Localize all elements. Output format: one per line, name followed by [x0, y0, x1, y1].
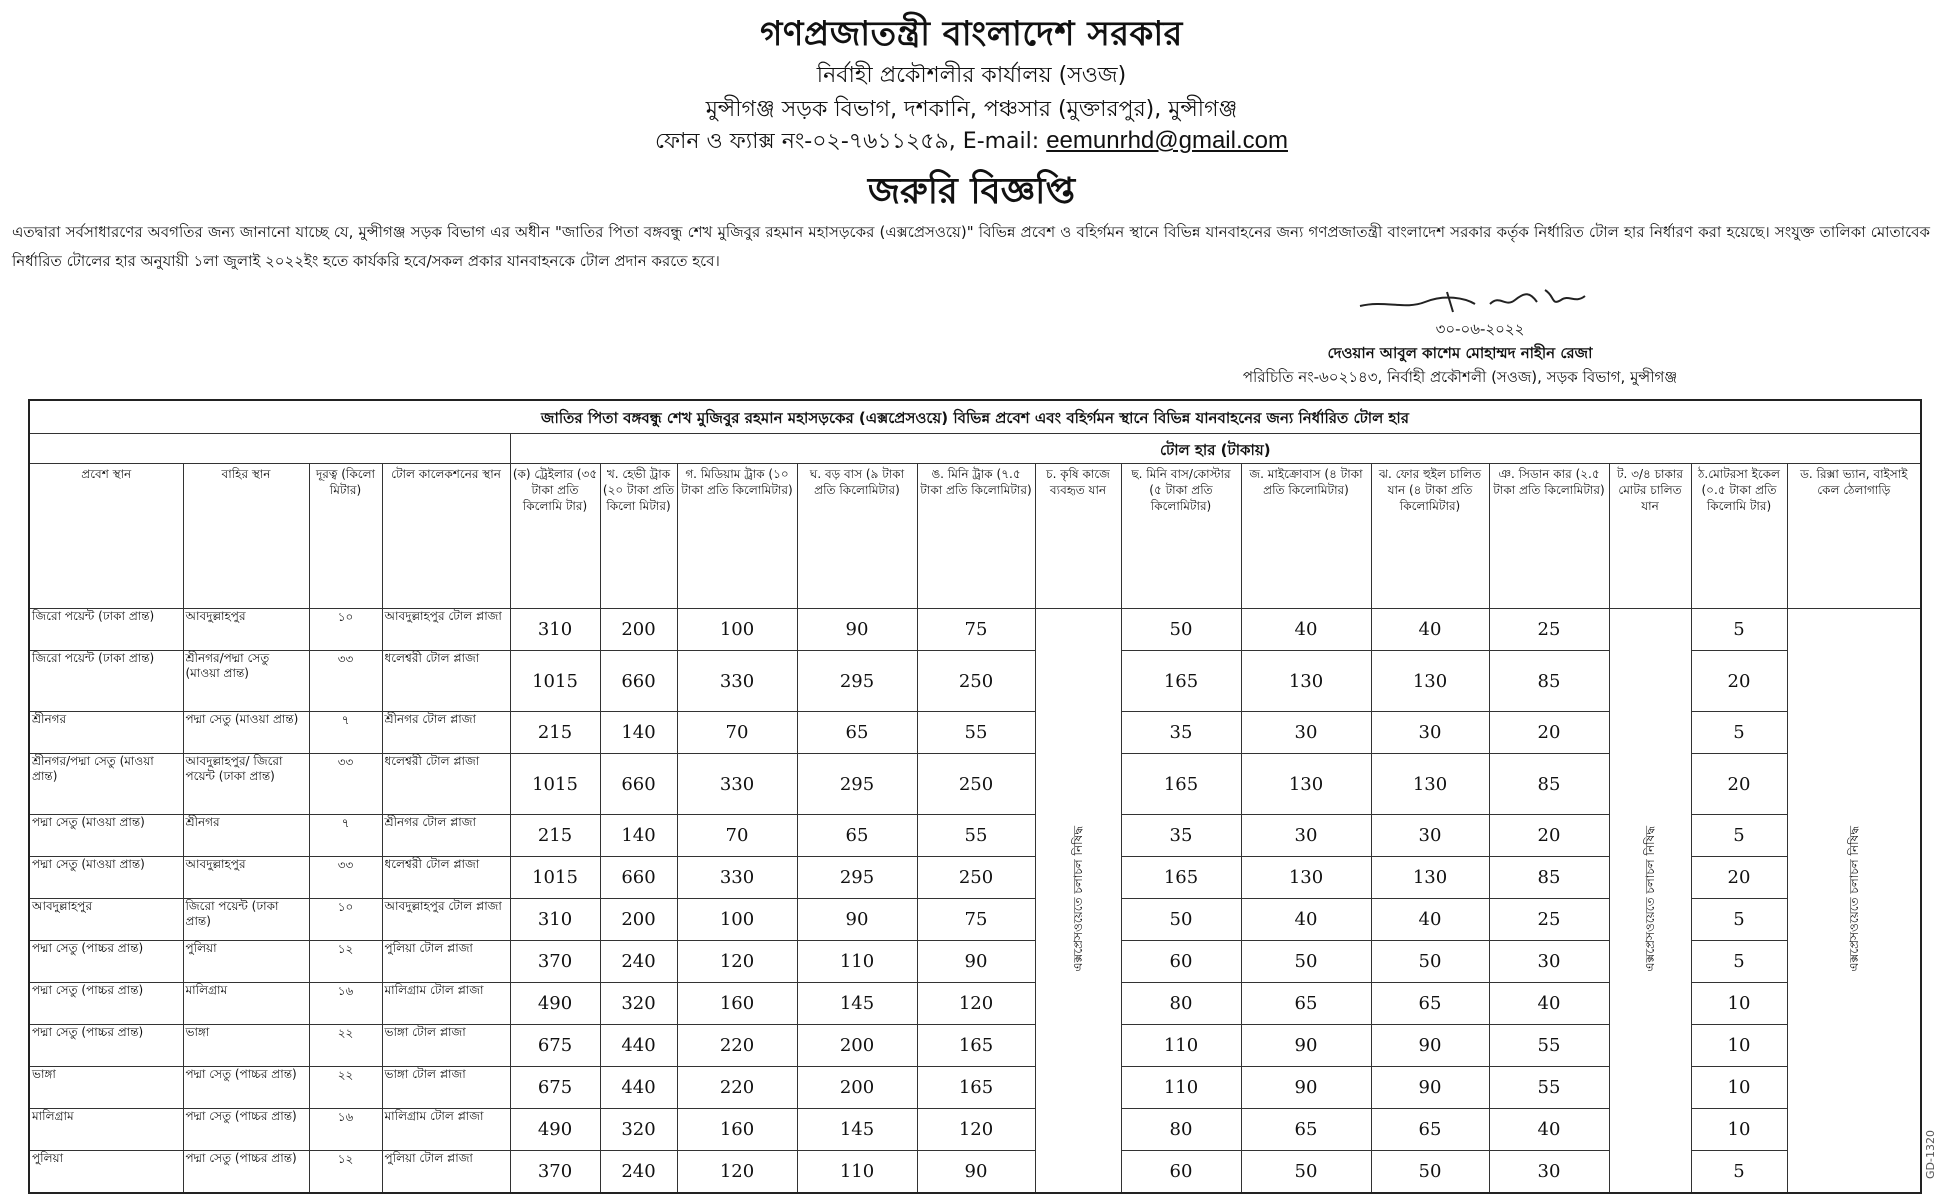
- entry-cell: পদ্মা সেতু (মাওয়া প্রান্ত): [29, 857, 183, 899]
- toll-value-cell: 30: [1489, 941, 1609, 983]
- toll-value-cell: 90: [1241, 1025, 1371, 1067]
- toll-value-cell: 40: [1489, 1109, 1609, 1151]
- three-wheeler-header: ট. ৩/৪ চাকার মোটর চালিত যান: [1609, 464, 1691, 609]
- notice-body: এতদ্বারা সর্বসাধারণের অবগতির জন্য জানানো যাচ্ছে যে, মুন্সীগঞ্জ সড়ক বিভাগ এর অধীন "জাতির পিতা বঙ্গবন্ধু শেখ মুজিবুর রহমান মহাসড়কের (এক্সপ্রেসওয়ে)" বিভিন্ন প্রবেশ ও বহির্গমন স্থানে বিভিন্ন যানবাহনের জন্য গণপ্রজাতন্ত্রী বাংলাদেশ সরকার কর্তৃক নির্ধারিত টোল হার নির্ধারণ করা হয়েছে। সংযুক্ত তালিকা মোতাবেক নির্ধারিত টোলের হার অনুযায়ী ১লা জুলাই ২০২২ইং হতে কার্যকরি হবে/সকল প্রকার যানবাহনকে টোল প্রদান করতে হবে।: [12, 223, 1930, 270]
- toll-value-cell: 70: [677, 712, 797, 754]
- toll-value-cell: 660: [600, 754, 677, 815]
- toll-value-cell: 30: [1371, 712, 1489, 754]
- toll-rate-table: [28, 399, 1922, 1194]
- exit-cell: আবদুল্লাহপুর: [183, 609, 309, 651]
- distance-cell: ৩৩: [309, 651, 382, 712]
- toll-value-cell: 60: [1121, 941, 1241, 983]
- exit-cell: পুলিয়া: [183, 941, 309, 983]
- toll-value-cell: 130: [1241, 651, 1371, 712]
- toll-value-cell: 130: [1241, 857, 1371, 899]
- agri-vehicle-header: চ. কৃষি কাজে ব্যবহৃত যান: [1035, 464, 1121, 609]
- toll-value-cell: 330: [677, 754, 797, 815]
- toll-value-cell: 490: [510, 1109, 600, 1151]
- distance-cell: ১৬: [309, 983, 382, 1025]
- toll-value-cell: 50: [1241, 1151, 1371, 1193]
- toll-value-cell: 165: [917, 1025, 1035, 1067]
- toll-value-cell: 215: [510, 712, 600, 754]
- collection-point-cell: ভাঙ্গা টোল প্লাজা: [382, 1025, 510, 1067]
- toll-value-cell: 90: [1371, 1025, 1489, 1067]
- table-caption: জাতির পিতা বঙ্গবন্ধু শেখ মুজিবুর রহমান মহাসড়কের (এক্সপ্রেসওয়ে) বিভিন্ন প্রবেশ এবং বহির্গমন স্থানে বিভিন্ন যানবাহনের জন্য নির্ধারিত টোল হার: [29, 400, 1921, 434]
- exit-cell: মালিগ্রাম: [183, 983, 309, 1025]
- distance-cell: ৭: [309, 815, 382, 857]
- toll-value-cell: 50: [1371, 941, 1489, 983]
- toll-value-cell: 145: [797, 983, 917, 1025]
- toll-value-cell: 30: [1489, 1151, 1609, 1193]
- banned-text: এক্সপ্রেসওয়েতে চলাচল নিষিদ্ধ: [1846, 826, 1861, 972]
- toll-value-cell: 165: [1121, 651, 1241, 712]
- toll-value-cell: 75: [917, 609, 1035, 651]
- toll-value-cell: 660: [600, 857, 677, 899]
- toll-value-cell: 90: [1371, 1067, 1489, 1109]
- agri-vehicle-banned-cell: [1035, 609, 1121, 1194]
- blank-header-cell: [29, 434, 510, 464]
- sedan-header: ঞ. সিডান কার (২.৫ টাকা প্রতি কিলোমিটার): [1489, 464, 1609, 609]
- toll-value-cell: 100: [677, 899, 797, 941]
- banned-text: এক্সপ্রেসওয়েতে চলাচল নিষিদ্ধ: [1071, 826, 1085, 972]
- toll-value-cell: 220: [677, 1067, 797, 1109]
- collection-point-header: টোল কালেকশনের স্থান: [382, 464, 510, 609]
- distance-cell: ২২: [309, 1067, 382, 1109]
- distance-cell: ৩৩: [309, 754, 382, 815]
- minibus-header: ছ. মিনি বাস/কোস্টার (৫ টাকা প্রতি কিলোমিটার): [1121, 464, 1241, 609]
- entry-cell: পদ্মা সেতু (মাওয়া প্রান্ত): [29, 815, 183, 857]
- toll-value-cell: 55: [1489, 1025, 1609, 1067]
- medium-truck-header: গ. মিডিয়াম ট্রাক (১০ টাকা প্রতি কিলোমিটার): [677, 464, 797, 609]
- toll-value-cell: 55: [917, 712, 1035, 754]
- toll-value-cell: 120: [917, 983, 1035, 1025]
- distance-cell: ২২: [309, 1025, 382, 1067]
- toll-value-cell: 50: [1121, 899, 1241, 941]
- toll-value-cell: 1015: [510, 651, 600, 712]
- toll-value-cell: 250: [917, 857, 1035, 899]
- toll-value-cell: 130: [1241, 754, 1371, 815]
- toll-value-cell: 130: [1371, 754, 1489, 815]
- exit-cell: পদ্মা সেতু (পাচ্চর প্রান্ত): [183, 1109, 309, 1151]
- toll-value-cell: 130: [1371, 651, 1489, 712]
- contact-line: [0, 124, 1943, 161]
- toll-value-cell: 65: [1241, 983, 1371, 1025]
- toll-value-cell: 295: [797, 651, 917, 712]
- entry-cell: শ্রীনগর/পদ্মা সেতু (মাওয়া প্রান্ত): [29, 754, 183, 815]
- collection-point-cell: শ্রীনগর টোল প্লাজা: [382, 712, 510, 754]
- toll-value-cell: 40: [1371, 899, 1489, 941]
- email-link[interactable]: eemunrhd@gmail.com: [1046, 127, 1288, 154]
- toll-value-cell: 120: [677, 1151, 797, 1193]
- entry-header: প্রবেশ স্থান: [29, 464, 183, 609]
- toll-value-cell: 320: [600, 983, 677, 1025]
- toll-value-cell: 165: [917, 1067, 1035, 1109]
- toll-value-cell: 40: [1371, 609, 1489, 651]
- entry-cell: পুলিয়া: [29, 1151, 183, 1193]
- toll-value-cell: 440: [600, 1067, 677, 1109]
- entry-cell: ভাঙ্গা: [29, 1067, 183, 1109]
- toll-value-cell: 80: [1121, 1109, 1241, 1151]
- rickshaw-banned-cell: [1787, 609, 1921, 1194]
- toll-value-cell: 65: [797, 712, 917, 754]
- toll-value-cell: 10: [1691, 1067, 1787, 1109]
- exit-cell: পদ্মা সেতু (মাওয়া প্রান্ত): [183, 712, 309, 754]
- toll-value-cell: 160: [677, 983, 797, 1025]
- toll-value-cell: 40: [1241, 899, 1371, 941]
- toll-value-cell: 20: [1691, 857, 1787, 899]
- toll-value-cell: 200: [797, 1025, 917, 1067]
- toll-value-cell: 65: [1371, 983, 1489, 1025]
- toll-value-cell: 295: [797, 857, 917, 899]
- collection-point-cell: ধলেশ্বরী টোল প্লাজা: [382, 754, 510, 815]
- document-code: GD-1320: [1924, 1130, 1937, 1179]
- toll-value-cell: 20: [1691, 754, 1787, 815]
- toll-value-cell: 10: [1691, 1025, 1787, 1067]
- toll-value-cell: 370: [510, 1151, 600, 1193]
- collection-point-cell: পুলিয়া টোল প্লাজা: [382, 941, 510, 983]
- distance-header: দূরত্ব (কিলো মিটার): [309, 464, 382, 609]
- toll-value-cell: 320: [600, 1109, 677, 1151]
- three-wheeler-banned-cell: [1609, 609, 1691, 1194]
- toll-value-cell: 5: [1691, 712, 1787, 754]
- toll-rate-rows: [29, 609, 1921, 1194]
- toll-value-cell: 675: [510, 1067, 600, 1109]
- collection-point-cell: শ্রীনগর টোল প্লাজা: [382, 815, 510, 857]
- exit-cell: পদ্মা সেতু (পাচ্চর প্রান্ত): [183, 1067, 309, 1109]
- toll-value-cell: 240: [600, 941, 677, 983]
- toll-value-cell: 55: [917, 815, 1035, 857]
- entry-cell: পদ্মা সেতু (পাচ্চর প্রান্ত): [29, 1025, 183, 1067]
- toll-value-cell: 65: [797, 815, 917, 857]
- toll-value-cell: 90: [797, 609, 917, 651]
- toll-value-cell: 75: [917, 899, 1035, 941]
- entry-cell: পদ্মা সেতু (পাচ্চর প্রান্ত): [29, 941, 183, 983]
- toll-value-cell: 1015: [510, 754, 600, 815]
- exit-cell: আবদুল্লাহপুর/ জিরো পয়েন্ট (ঢাকা প্রান্ত): [183, 754, 309, 815]
- toll-value-cell: 55: [1489, 1067, 1609, 1109]
- collection-point-cell: মালিগ্রাম টোল প্লাজা: [382, 1109, 510, 1151]
- signature-date: ৩০-০৬-২০২২: [1435, 320, 1525, 338]
- toll-value-cell: 330: [677, 857, 797, 899]
- entry-cell: জিরো পয়েন্ট (ঢাকা প্রান্ত): [29, 609, 183, 651]
- signature-scribble: [1355, 282, 1595, 316]
- toll-value-cell: 1015: [510, 857, 600, 899]
- banned-text: এক্সপ্রেসওয়েতে চলাচল নিষিদ্ধ: [1643, 826, 1657, 972]
- toll-value-cell: 65: [1241, 1109, 1371, 1151]
- collection-point-cell: মালিগ্রাম টোল প্লাজা: [382, 983, 510, 1025]
- toll-value-cell: 165: [1121, 754, 1241, 815]
- exit-cell: জিরো পয়েন্ট (ঢাকা প্রান্ত): [183, 899, 309, 941]
- exit-cell: আবদুল্লাহপুর: [183, 857, 309, 899]
- collection-point-cell: ধলেশ্বরী টোল প্লাজা: [382, 857, 510, 899]
- toll-value-cell: 120: [677, 941, 797, 983]
- entry-cell: পদ্মা সেতু (পাচ্চর প্রান্ত): [29, 983, 183, 1025]
- entry-cell: জিরো পয়েন্ট (ঢাকা প্রান্ত): [29, 651, 183, 712]
- office-address: মুন্সীগঞ্জ সড়ক বিভাগ, দশকানি, পঞ্চসার (মুক্তারপুর), মুন্সীগঞ্জ: [705, 97, 1238, 122]
- entry-cell: শ্রীনগর: [29, 712, 183, 754]
- toll-value-cell: 50: [1371, 1151, 1489, 1193]
- toll-value-cell: 85: [1489, 754, 1609, 815]
- toll-value-cell: 660: [600, 651, 677, 712]
- toll-value-cell: 110: [1121, 1067, 1241, 1109]
- toll-rate-group-header: টোল হার (টাকায়): [510, 434, 1921, 464]
- toll-value-cell: 90: [917, 941, 1035, 983]
- toll-value-cell: 20: [1489, 712, 1609, 754]
- toll-value-cell: 35: [1121, 815, 1241, 857]
- toll-value-cell: 70: [677, 815, 797, 857]
- signatory-designation: পরিচিতি নং-৬০২১৪৩, নির্বাহী প্রকৌশলী (সওজ), সড়ক বিভাগ, মুন্সীগঞ্জ: [1242, 368, 1678, 386]
- toll-value-cell: 250: [917, 754, 1035, 815]
- toll-value-cell: 5: [1691, 609, 1787, 651]
- toll-value-cell: 215: [510, 815, 600, 857]
- distance-cell: ৭: [309, 712, 382, 754]
- toll-value-cell: 330: [677, 651, 797, 712]
- phone-text: ফোন ও ফ্যাক্স নং-০২-৭৬১১২৫৯, E-mail:: [655, 129, 1047, 154]
- toll-value-cell: 140: [600, 712, 677, 754]
- exit-cell: শ্রীনগর: [183, 815, 309, 857]
- office-name: নির্বাহী প্রকৌশলীর কার্যালয় (সওজ): [816, 63, 1127, 88]
- notice-heading: জরুরি বিজ্ঞপ্তি: [867, 170, 1076, 212]
- large-bus-header: ঘ. বড় বাস (৯ টাকা প্রতি কিলোমিটার): [797, 464, 917, 609]
- exit-cell: পদ্মা সেতু (পাচ্চর প্রান্ত): [183, 1151, 309, 1193]
- toll-value-cell: 25: [1489, 899, 1609, 941]
- toll-value-cell: 40: [1241, 609, 1371, 651]
- toll-value-cell: 10: [1691, 983, 1787, 1025]
- toll-value-cell: 5: [1691, 815, 1787, 857]
- toll-value-cell: 65: [1371, 1109, 1489, 1151]
- distance-cell: ১০: [309, 899, 382, 941]
- toll-value-cell: 30: [1241, 815, 1371, 857]
- entry-cell: আবদুল্লাহপুর: [29, 899, 183, 941]
- toll-value-cell: 200: [600, 609, 677, 651]
- collection-point-cell: আবদুল্লাহপুর টোল প্লাজা: [382, 899, 510, 941]
- exit-cell: ভাঙ্গা: [183, 1025, 309, 1067]
- toll-value-cell: 160: [677, 1109, 797, 1151]
- distance-cell: ১২: [309, 1151, 382, 1193]
- toll-value-cell: 30: [1371, 815, 1489, 857]
- toll-value-cell: 25: [1489, 609, 1609, 651]
- toll-value-cell: 490: [510, 983, 600, 1025]
- four-wheel-header: ঝ. ফোর হুইল চালিত যান (৪ টাকা প্রতি কিলোমিটার): [1371, 464, 1489, 609]
- toll-value-cell: 110: [1121, 1025, 1241, 1067]
- toll-value-cell: 85: [1489, 651, 1609, 712]
- toll-value-cell: 130: [1371, 857, 1489, 899]
- toll-value-cell: 5: [1691, 1151, 1787, 1193]
- toll-value-cell: 60: [1121, 1151, 1241, 1193]
- exit-header: বাহির স্থান: [183, 464, 309, 609]
- toll-value-cell: 120: [917, 1109, 1035, 1151]
- toll-value-cell: 90: [917, 1151, 1035, 1193]
- exit-cell: শ্রীনগর/পদ্মা সেতু (মাওয়া প্রান্ত): [183, 651, 309, 712]
- toll-value-cell: 35: [1121, 712, 1241, 754]
- toll-value-cell: 310: [510, 899, 600, 941]
- trailer-header: (ক) ট্রেইলার (৩৫ টাকা প্রতি কিলোমি টার): [510, 464, 600, 609]
- toll-value-cell: 310: [510, 609, 600, 651]
- toll-value-cell: 50: [1121, 609, 1241, 651]
- government-title: গণপ্রজাতন্ত্রী বাংলাদেশ সরকার: [760, 14, 1183, 54]
- collection-point-cell: পুলিয়া টোল প্লাজা: [382, 1151, 510, 1193]
- toll-value-cell: 200: [797, 1067, 917, 1109]
- collection-point-cell: আবদুল্লাহপুর টোল প্লাজা: [382, 609, 510, 651]
- entry-cell: মালিগ্রাম: [29, 1109, 183, 1151]
- heavy-truck-header: খ. হেভী ট্রাক (২০ টাকা প্রতি কিলো মিটার): [600, 464, 677, 609]
- toll-value-cell: 50: [1241, 941, 1371, 983]
- toll-value-cell: 40: [1489, 983, 1609, 1025]
- toll-value-cell: 440: [600, 1025, 677, 1067]
- distance-cell: ৩৩: [309, 857, 382, 899]
- motorcycle-header: ঠ.মোটরসা ইকেল (০.৫ টাকা প্রতি কিলোমি টার): [1691, 464, 1787, 609]
- toll-value-cell: 165: [1121, 857, 1241, 899]
- distance-cell: ১০: [309, 609, 382, 651]
- toll-value-cell: 370: [510, 941, 600, 983]
- rickshaw-header: ড. রিক্সা ভ্যান, বাইসাই কেল ঠেলাগাড়ি: [1787, 464, 1921, 609]
- toll-value-cell: 220: [677, 1025, 797, 1067]
- toll-value-cell: 110: [797, 941, 917, 983]
- table-row: [29, 609, 1921, 651]
- toll-value-cell: 675: [510, 1025, 600, 1067]
- toll-value-cell: 90: [1241, 1067, 1371, 1109]
- toll-value-cell: 5: [1691, 899, 1787, 941]
- toll-value-cell: 100: [677, 609, 797, 651]
- toll-value-cell: 140: [600, 815, 677, 857]
- toll-value-cell: 80: [1121, 983, 1241, 1025]
- toll-value-cell: 250: [917, 651, 1035, 712]
- collection-point-cell: ধলেশ্বরী টোল প্লাজা: [382, 651, 510, 712]
- toll-value-cell: 200: [600, 899, 677, 941]
- toll-value-cell: 90: [797, 899, 917, 941]
- mini-truck-header: ঙ. মিনি ট্রাক (৭.৫ টাকা প্রতি কিলোমিটার): [917, 464, 1035, 609]
- toll-value-cell: 295: [797, 754, 917, 815]
- microbus-header: জ. মাইক্রোবাস (৪ টাকা প্রতি কিলোমিটার): [1241, 464, 1371, 609]
- distance-cell: ১২: [309, 941, 382, 983]
- signatory-name: দেওয়ান আবুল কাশেম মোহাম্মদ নাহীন রেজা: [1327, 344, 1593, 362]
- toll-value-cell: 240: [600, 1151, 677, 1193]
- toll-value-cell: 85: [1489, 857, 1609, 899]
- toll-value-cell: 145: [797, 1109, 917, 1151]
- toll-value-cell: 30: [1241, 712, 1371, 754]
- collection-point-cell: ভাঙ্গা টোল প্লাজা: [382, 1067, 510, 1109]
- toll-value-cell: 10: [1691, 1109, 1787, 1151]
- toll-value-cell: 20: [1489, 815, 1609, 857]
- distance-cell: ১৬: [309, 1109, 382, 1151]
- toll-value-cell: 5: [1691, 941, 1787, 983]
- toll-value-cell: 110: [797, 1151, 917, 1193]
- toll-value-cell: 20: [1691, 651, 1787, 712]
